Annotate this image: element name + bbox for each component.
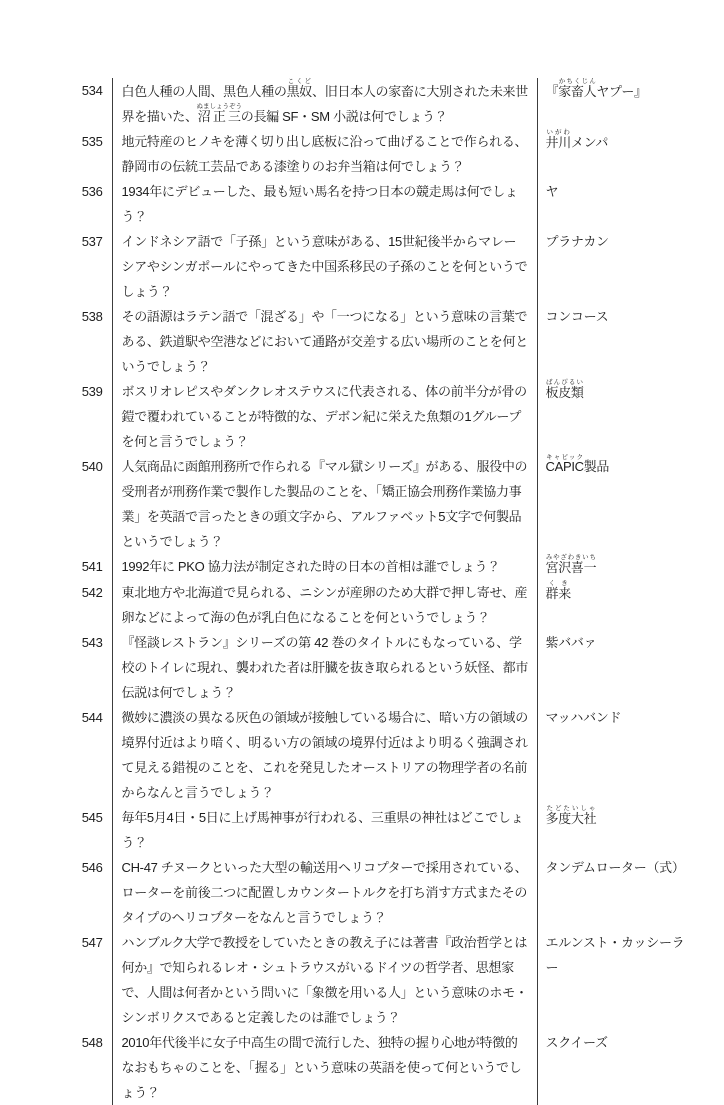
question-number: 541 [57, 554, 112, 580]
answer-text: スクイーズ [545, 1035, 608, 1050]
furigana-annotated-text: CAPICキャピック [545, 454, 584, 474]
question-text: 地元特産のヒノキを薄く切り出し底板に沿って曲げることで作られる、静岡市の伝統工芸品である漆塗りのお弁当箱は何でしょう？ [112, 129, 537, 179]
question-number: 537 [57, 229, 112, 304]
quiz-row [57, 554, 685, 580]
quiz-row [57, 805, 685, 855]
answer-text [537, 580, 685, 630]
furigana-annotated-text: 群来くき [545, 580, 571, 601]
question-number: 534 [57, 78, 112, 129]
quiz-row [57, 580, 685, 630]
furigana-annotated-text: 井川いがわ [545, 129, 571, 150]
quiz-row [57, 78, 685, 129]
question-text: 人気商品に函館刑務所で作られる『マル獄シリーズ』がある、服役中の受刑者が刑務作業で製作した製品のことを、「矯正協会刑務作業協力事業」を英語で言ったときの頭文字から、アルファベット5文字で何製品というでしょう？ [112, 454, 537, 554]
question-number: 547 [57, 930, 112, 1030]
answer-text [537, 379, 685, 454]
answer-text: CAPICキャピック製品 [545, 454, 610, 474]
quiz-row [57, 855, 685, 930]
quiz-row [57, 630, 685, 705]
answer-text: コンコース [545, 309, 609, 324]
furigana-annotated-text: 沼正三ぬましょうぞう [196, 103, 242, 124]
quiz-table [57, 78, 685, 1105]
quiz-row [57, 129, 685, 179]
question-text: 1934年にデビューした、最も短い馬名を持つ日本の競走馬は何でしょう？ [112, 179, 537, 229]
question-text: インドネシア語で「子孫」という意味がある、15世紀後半からマレーシアやシンガポールにやってきた中国系移民の子孫のことを何というでしょう？ [112, 229, 537, 304]
answer-text: マッハバンド [545, 710, 622, 725]
question-number: 544 [57, 705, 112, 805]
question-text: 白色人種の人間、黒色人種の黒奴こくど、旧日本人の家畜に大別された未来世界を描いた、沼正三ぬましょうぞうの長編 SF・SM 小説は何でしょう？ [112, 78, 537, 129]
question-text: その語源はラテン語で「混ざる」や「一つになる」という意味の言葉である、鉄道駅や空港などにおいて通路が交差する広い場所のことを何というでしょう？ [112, 304, 537, 379]
question-number: 538 [57, 304, 112, 379]
quiz-row [57, 229, 685, 304]
question-text: 1992年に PKO 協力法が制定された時の日本の首相は誰でしょう？ [112, 554, 537, 580]
answer-text: プラナカン [545, 234, 609, 249]
question-text: ハンブルク大学で教授をしていたときの教え子には著書『政治哲学とは何か』で知られるレオ・シュトラウスがいるドイツの哲学者、思想家で、人間は何者かという問いに「象徴を用いる人」という意味のホモ・シンボリクスであると定義したのは誰でしょう？ [112, 930, 537, 1030]
question-text: 『怪談レストラン』シリーズの第 42 巻のタイトルにもなっている、学校のトイレに現れ、襲われた者は肝臓を抜き取られるという妖怪、都市伝説は何でしょう？ [112, 630, 537, 705]
question-text: 微妙に濃淡の異なる灰色の領域が接触している場合に、暗い方の領域の境界付近はより暗く、明るい方の領域の境界付近はより明るく強調されて見える錯視のことを、これを発見したオーストリアの物理学者の名前からなんと言うでしょう？ [112, 705, 537, 805]
question-number: 536 [57, 179, 112, 229]
answer-text: ヤ [545, 184, 559, 199]
answer-text [537, 805, 685, 855]
furigana-annotated-text: 黒奴こくど [286, 78, 313, 99]
question-text: 東北地方や北海道で見られる、ニシンが産卵のため大群で押し寄せ、産卵などによって海の色が乳白色になることを何というでしょう？ [112, 580, 537, 630]
quiz-row [57, 304, 685, 379]
answer-text: 『家畜人かちくじんヤプー』 [545, 78, 647, 99]
quiz-row [57, 1030, 685, 1105]
answer-text: タンデムローター（式） [545, 860, 685, 875]
quiz-row [57, 379, 685, 454]
furigana-annotated-text: 宮沢喜一みやざわきいち [545, 554, 597, 575]
question-number: 546 [57, 855, 112, 930]
question-text: ボスリオレピスやダンクレオステウスに代表される、体の前半分が骨の鎧で覆われていることが特徴的な、デボン紀に栄えた魚類の1グループを何と言うでしょう？ [112, 379, 537, 454]
question-number: 542 [57, 580, 112, 630]
answer-text: 井川いがわメンパ [545, 129, 609, 150]
quiz-row [57, 930, 685, 1030]
question-text: 2010年代後半に女子中高生の間で流行した、独特の握り心地が特徴的なおもちゃのことを、「握る」という意味の英語を使って何というでしょう？ [112, 1030, 537, 1105]
answer-text: エルンスト・カッシーラー [545, 935, 685, 975]
question-number: 543 [57, 630, 112, 705]
quiz-row [57, 179, 685, 229]
furigana-annotated-text: 家畜人かちくじん [558, 78, 597, 99]
question-number: 540 [57, 454, 112, 554]
question-number: 539 [57, 379, 112, 454]
furigana-annotated-text: 多度大社たどたいしゃ [545, 805, 597, 826]
question-number: 535 [57, 129, 112, 179]
answer-text [537, 554, 685, 580]
question-number: 548 [57, 1030, 112, 1105]
question-text: 毎年5月4日・5日に上げ馬神事が行われる、三重県の神社はどこでしょう？ [112, 805, 537, 855]
question-text: CH-47 チヌークといった大型の輸送用ヘリコプターで採用されている、ローターを前後二つに配置しカウンタートルクを打ち消す方式またそのタイプのヘリコプターをなんと言うでしょう？ [112, 855, 537, 930]
quiz-table-body [57, 78, 685, 1105]
question-number: 545 [57, 805, 112, 855]
quiz-row [57, 454, 685, 554]
quiz-row [57, 705, 685, 805]
answer-text: 紫ババァ [545, 635, 597, 650]
furigana-annotated-text: 板皮類ばんぴるい [545, 379, 584, 400]
